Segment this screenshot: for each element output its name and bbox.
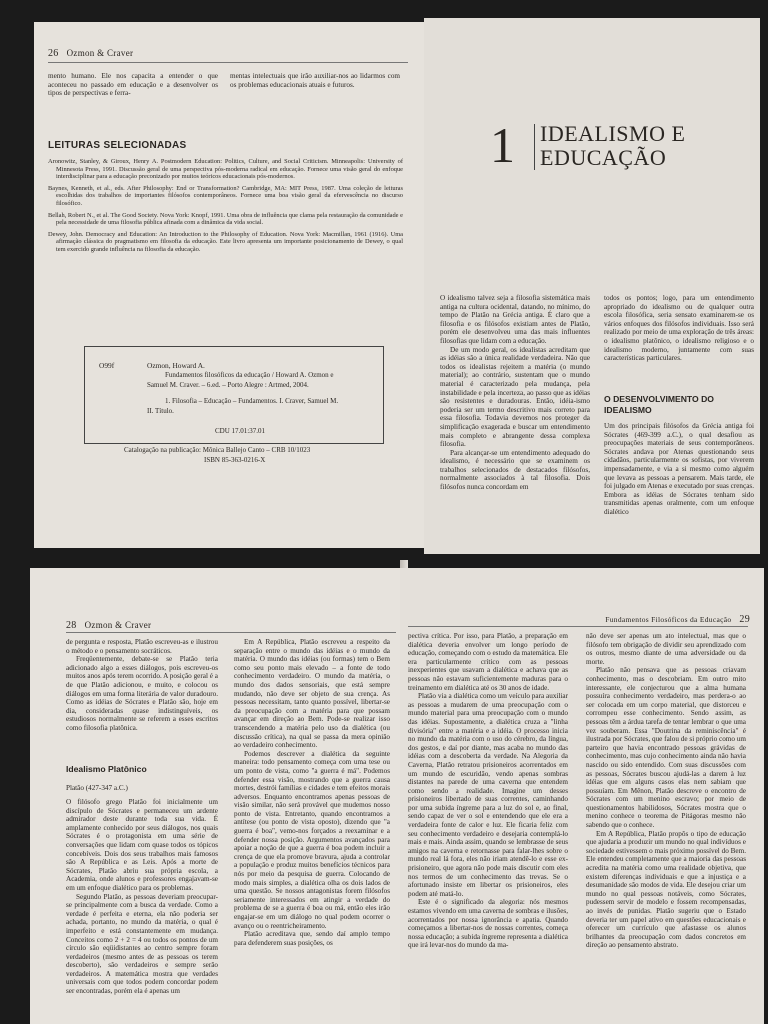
running-head: Ozmon & Craver — [84, 620, 152, 630]
paragraph: Podemos descrever a dialética da seguinte maneira: todo pensamento começa com uma tese ou um ponto de vista, como "a guerra é má". Podemos defender essa visão, mostrando que a guerra causa mortes, destrói famílias e cidades e tem efeitos morais adversos. Enquanto encontramos apenas pessoas de visão similar, não será provável que mudemos nosso ponto de vista. Entretanto, quando encontramos a antítese (ou ponto de vista oposto), dizendo que "a guerra é boa", vemo-nos forçados a reexaminar e a defender nossa posição. Argumentos avançados para apoiar a noção de que a guerra é boa podem incluir a crença de que ela promove bravura, ajuda a controlar a população e produz muitos benefícios técnicos para nós por meio da pesquisa de guerra. Colocando de modo mais simples, a dialética olha os dois lados de uma questão. Se nossos antagonistas forem filósofos seriamente interessados em atingir a verdade do problema de se a guerra é boa ou má, então eles irão engajar-se em um diálogo no qual podem ocorrer o avanço ou o reentricheiramento. — [234, 749, 390, 930]
subsection-heading: Idealismo Platônico — [66, 764, 147, 774]
paragraph: O filósofo grego Platão foi inicialmente um discípulo de Sócrates e permaneceu um ardente admirador deste durante toda sua vida. É amplamente conhecido por seus diálogos, nos quais Sócrates é o protagonista em uma série de conversações que lidam com quase todos os tópicos concebíveis. Dois dos seus trabalhos mais famosos são A República e as Leis. Após a morte de Sócrates, Platão abriu sua própria escola, a Academia, onde alunos e professores engajavam-se em um enfoque dialético para os problemas. — [66, 798, 218, 892]
catalog-card — [84, 346, 384, 444]
paragraph: Para alcançar-se um entendimento adequado do idealismo, é necessário que se examinem os trabalhos selecionados de destacados filósofos, normalmente associados à tal filosofia. Dois filósofos nunca concordam em — [440, 448, 590, 492]
catalog-line: 1. Filosofia – Educação – Fundamentos. I. Craver, Samuel M. — [165, 397, 339, 405]
catalog-cdu: CDU 17.01:37.01 — [215, 427, 265, 435]
catalog-isbn: ISBN 85-363-0216-X — [204, 456, 266, 464]
paragraph: todos os pontos; logo, para um entendimento apropriado do idealismo ou de qualquer outra escola filosófica, seria sensato examinarem-se os vários enfoques dos filósofos individuais. Isso será realizado por meio de uma exploração de três áreas: o idealismo platônico, o idealismo religioso e o idealismo moderno, juntamente com suas características particulares. — [604, 294, 754, 363]
section-heading: O DESENVOLVIMENTO DO IDEALISMO — [604, 394, 714, 415]
paragraph: Segundo Platão, as pessoas deveriam preocupar-se principalmente com a busca da verdade. Como a verdade é perfeita e eterna, ela não poderia ser achada, portanto, no mundo da matéria, o qual é imperfeito e está constantemente em mudança. Conceitos como 2 + 2 = 4 ou todos os pontos de um círculo são eqüidistantes ao centro sempre foram verdadeiros (mesmo antes de as pessoas os terem descoberto), são verdadeiros e sempre serão verdadeiros. A matemática mostra que verdades universais com que todos podem concordar podem ser encontradas, porém ela é apenas um — [66, 892, 218, 996]
reference-item: Dewey, John. Democracy and Education: An Introduction to the Philosophy of Education. Nova York: Macmillan, 1961 (1916). Uma afirmação clássica do pragmatismo em filosofia da educação. Este livro apresenta um importante posicionamento de Dewey, o qual tem exercido grande influência na filosofia da educação. — [48, 230, 403, 253]
paragraph: Platão acreditava que, sendo daí amplo tempo para defenderem suas posições, os — [234, 930, 390, 947]
catalog-line: Samuel M. Craver. – 6.ed. – Porto Alegre : Artmed, 2004. — [147, 381, 309, 389]
page-26 — [34, 22, 424, 548]
chapter-second-column — [604, 294, 754, 363]
reference-item: Baynes, Kenneth, et al., eds. After Philosophy: End or Transformation? Cambridge, MA: MIT Press, 1987. Uma coleção de leituras escolhidas dos trabalhos de importantes filósofos contemporâneos. Fornece uma boa visão geral da efervescência no discurso filosófico. — [48, 184, 403, 207]
running-head: Ozmon & Craver — [66, 48, 134, 58]
chapter-title — [540, 122, 685, 170]
intro-text-left: mento humano. Ele nos capacita a entender o que aconteceu no passado em educação e a desenvolver os tipos de perspectivas e ferra- — [48, 72, 218, 98]
catalog-author: Ozmon, Howard A. — [147, 361, 205, 370]
page-number: 26 — [48, 48, 59, 59]
chapter-opening-page — [424, 18, 760, 554]
paragraph: Em A República, Platão propôs o tipo de educação que ajudaria a produzir um mundo no qual indivíduos e sociedade estivessem o mais próximo possível do Bem. Ele entendeu completamente que a maioria das pessoas acredita na matéria como uma realidade objetiva, que existem diferenças individuais e que a injustiça e a desumanidade são modos de vida. Ele desejou criar um mundo no qual pessoas notáveis, como Sócrates, pudessem servir de modelo e fossem recompensadas, ao invés de punidas. Platão sugeriu que o Estado deveria ter um papel ativo em questões educacionais e oferecer um currículo que afastasse os alunos brilhantes da preocupação com dados concretos em direção ao pensamento abstrato. — [586, 829, 746, 950]
left-column — [66, 638, 218, 733]
reference-item: Bellah, Robert N., et al. The Good Society. Nova York: Knopf, 1991. Uma obra de influência que clama pela restauração da comunidade e pela necessidade de uma filosofia pública afinada com a dinâmica da vida social. — [48, 211, 403, 227]
right-column — [586, 632, 746, 950]
chapter-intro-column — [440, 294, 590, 492]
left-column — [408, 632, 568, 950]
catalog-credit: Catalogação na publicação: Mônica Ballejo Canto – CRB 10/1023 — [124, 446, 311, 454]
paragraph: Este é o significado da alegoria: nós mesmos estamos vivendo em uma caverna de sombras e ilusões, acorrentados por nossa ignorância e apatia. Quando começamos a libertar-nos de nossas correntes, começa nossa educação; a subida íngreme representa a dialética que irá levar-nos do mundo da ma- — [408, 898, 568, 950]
right-column — [234, 638, 390, 947]
page-28 — [30, 568, 400, 1024]
paragraph: Freqüentemente, debate-se se Platão teria adicionado algo a esses diálogos, pois escreveu-os muitos anos após terem ocorrido. A posição geral é a de que Platão adicionou, e muito, e colocou os diálogos em uma forma literária de valor duradouro. Como as idéias de Sócrates e Platão são, hoje em dia, consideradas quase indistinguíveis, os estudiosos normalmente se referem a esses escritos como filosofia platônica. — [66, 655, 218, 732]
page-number: 29 — [739, 614, 750, 625]
paragraph: Platão via a dialética como um veículo para auxiliar as pessoas a mudarem de uma preocupação com o mundo material para uma preocupação com o mundo das idéias. Supostamente, a dialética cruza a "linha divisória" entre a matéria e a idéia. O processo inicia no mundo da matéria com o uso do cérebro, da língua, dos gestos, e daí por diante, mas acaba no mundo das idéias com a descoberta da verdade. Na Alegoria da Caverna, Platão retratou prisioneiros acorrentados em um mundo de escuridão, vendo apenas sombras distantes na parede de uma caverna que entendem como sendo a realidade. Imagine um desses prisioneiros libertado de suas correntes, caminhando por uma subida íngreme para a luz do sol e, ao final, sendo capaz de ver o sol e entendendo que ele era a verdadeira fonte de calor e luz. Ele ficaria feliz com seu conhecimento verdadeiro e desejaria contemplá-lo mais e mais. Ainda assim, quando se lembrasse de seus amigos na caverna e retornasse para falar-lhes sobre o mundo real lá fora, eles não iriam atendê-lo e esse ex-prisioneiro, que agora não pode mais discutir com eles nos termos de um conhecimento das trevas. Se o afortunado insiste em libertar os prisioneiros, eles podem até matá-lo. — [408, 692, 568, 898]
section-body: Um dos principais filósofos da Grécia antiga foi Sócrates (469-399 a.C.), o qual desafiou as preocupações materiais de seus contemporâneos. Sócrates andava por Atenas questionando seus cidadãos, particularmente os sofistas, por viverem impensadamente, e via a si mesmo como alguém que levava as pessoas a pensarem. Mais tarde, ele foi julgado em Atenas e executado por suas crenças. Embora as idéias de Sócrates tenham sido transmitidas apenas oralmente, com um enfoque dialético — [604, 422, 754, 516]
page-29 — [400, 568, 764, 1024]
paragraph: pectiva crítica. Por isso, para Platão, a preparação em dialética deveria envolver um longo período de educação, começando com o estudo da matemática. Ele era particularmente crítico com as pessoas inexperientes que usavam a dialética e achava que as pessoas não estavam suficientemente maduras para o treinamento em dialética até os 30 anos de idade. — [408, 632, 568, 692]
paragraph: de pergunta e resposta, Platão escreveu-as e ilustrou o método e o pensamento socráticos. — [66, 638, 218, 655]
paragraph: De um modo geral, os idealistas acreditam que as idéias são a única realidade verdadeira. Não que todos os idealistas rejeitem a matéria (o mundo material); ao contrário, sustentam que o mundo material é caracterizado pela mudança, pela instabilidade e pela incerteza, ao passo que as idéias são resistentes e duradouras. Então, idéia-ismo poderia ser um termo descritivo mais correto para essa filosofia. Todavia devemos nos proteger da simplificação exagerada e buscar um entendimento mais completo e abrangente dessa complexa filosofia. — [440, 345, 590, 449]
running-header — [605, 614, 750, 625]
reference-list — [48, 158, 403, 258]
paragraph: não deve ser apenas um ato intelectual, mas que o filósofo tem obrigação de dividir seu aprendizado com os outros, mesmo diante de uma adversidade ou da morte. — [586, 632, 746, 666]
catalog-line: II. Título. — [147, 407, 174, 415]
reference-item: Aronowitz, Stanley, & Giroux, Henry A. Postmodern Education: Politics, Culture, and Social Criticism. Minneapolis: University of Minnesota Press, 1991. Discussão geral de uma perspectiva pós-moderna radical em educação. Fornece uma visão geral do enfoque interdisciplinar para a educação preconizado por muitos teóricos educacionais pós-modernos. — [48, 158, 403, 181]
paragraph: O idealismo talvez seja a filosofia sistemática mais antiga na cultura ocidental, datando, no mínimo, do tempo de Platão na Grécia antiga. É claro que a filosofia e os filósofos existiam antes de Platão, porém ele desenvolveu uma das mais influentes filosofias que lidam com a educação. — [440, 294, 590, 345]
section-title: LEITURAS SELECIONADAS — [48, 140, 187, 151]
paragraph: Em A República, Platão escreveu a respeito da separação entre o mundo das idéias e o mundo da matéria. O mundo das idéias (ou formas) tem o Bem como seu ponto mais elevado – a fonte de todo conhecimento verdadeiro. O mundo da matéria, o mundo dos dados sensoriais, que está sempre mudando, não deve ser objeto de sua crença. As pessoas necessitam, tanto quanto possível, libertar-se da preocupação com a matéria para que possam avançar em direção ao Bem. Pode-se realizar isso transcendendo a matéria pelo uso da dialética (ou discussão crítica), na qual se passa da mera opinião ao verdadeiro conhecimento. — [234, 638, 390, 750]
catalog-code: O99f — [99, 361, 115, 370]
intro-text-right: mentas intelectuais que irão auxiliar-nos ao lidarmos com os problemas educacionais atuais e futuros. — [230, 72, 400, 89]
chapter-title-line: EDUCAÇÃO — [540, 145, 667, 170]
chapter-number: 1 — [490, 117, 515, 173]
running-head: Fundamentos Filosóficos da Educação — [605, 615, 732, 624]
running-header — [48, 48, 133, 59]
paragraph: Platão não pensava que as pessoas criavam conhecimento, mas o descobriam. Em outro mito interessante, ele conjecturou que a alma humana possuíra conhecimento verdadeiro, mas perdera-o ao ser colocada em um corpo material, que distorceu e corrompeu esse conhecimento. Sendo assim, as pessoas têm a árdua tarefa de tentar lembrar o que uma vez souberam. Essa "Doutrina da reminiscência" é ilustrada por Sócrates, que falou de si próprio como um parteiro que havia encontrado pessoas grávidas de conhecimento, mas cujo conhecimento ainda não havia nascido ou sido entendido. Com suas discussões com as pessoas, Sócrates buscou ajudá-las a darem à luz idéias que em alguns casos elas nem sabiam que possuíam. Em Mênon, Platão descreve o encontro de Sócrates com um menino escravo; por meio de questionamentos habilidosos, Sócrates mostra que o menino conhece o teorema de Pitágoras mesmo não sabendo que o conhece. — [586, 666, 746, 830]
chapter-title-line: IDEALISMO E — [540, 121, 686, 146]
left-column-body — [66, 798, 218, 996]
catalog-line: Fundamentos filosóficos da educação / Howard A. Ozmon e — [165, 371, 334, 379]
page-number: 28 — [66, 620, 77, 631]
subsection-subheading: Platão (427-347 a.C.) — [66, 784, 128, 792]
running-header — [66, 620, 151, 631]
